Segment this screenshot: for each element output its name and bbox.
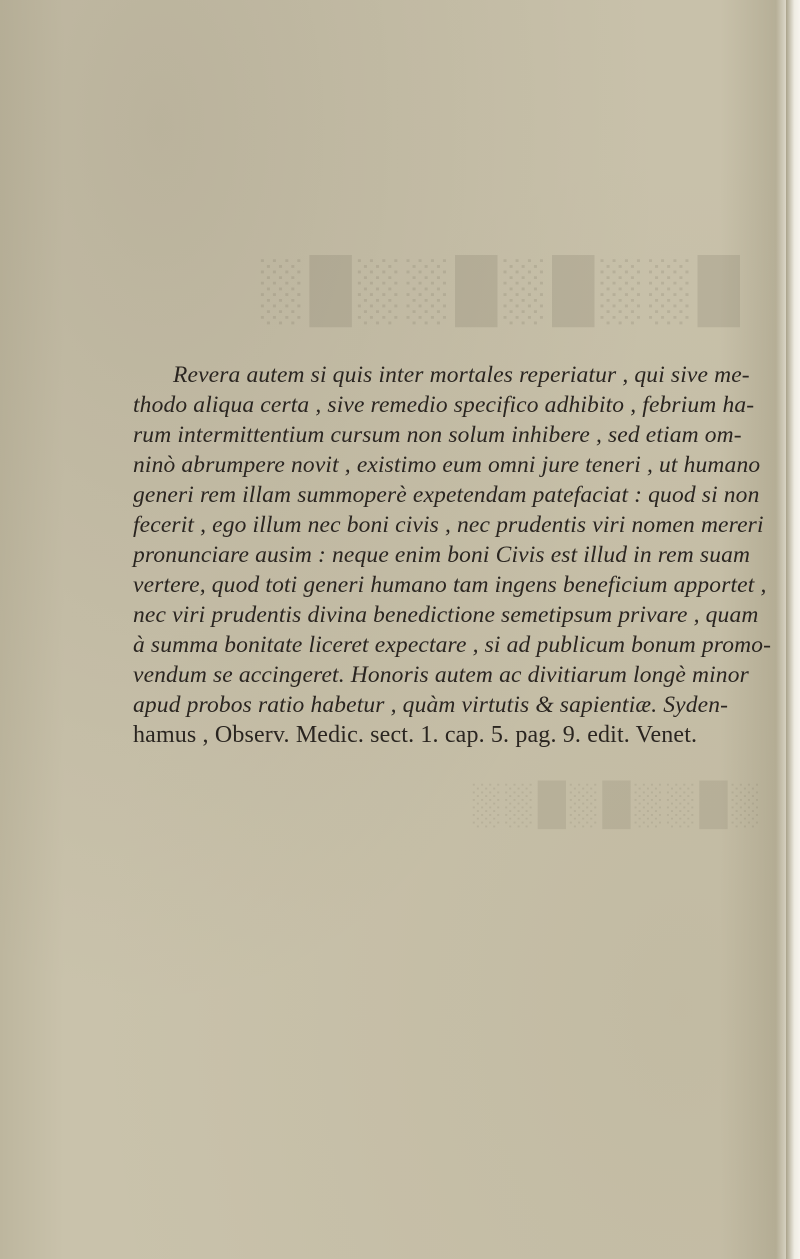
text-line: vertere, quod toti generi humano tam ingens beneficium apportet ,: [133, 572, 767, 598]
text-line: Revera autem si quis inter mortales reperiatur , qui sive me-: [173, 362, 750, 388]
text-line: thodo aliqua certa , sive remedio specifico adhibito , febrium ha-: [133, 392, 755, 418]
text-line: apud probos ratio habetur , quàm virtutis & sapientiæ. Syden-: [133, 692, 729, 718]
bleed-through-text: █░░█░█░░█░: [254, 256, 740, 322]
page-edge: [786, 0, 800, 1259]
text-line: fecerit , ego illum nec boni civis , nec prudentis viri nomen mereri: [133, 512, 764, 538]
text-line: ninò abrumpere novit , existimo eum omni jure teneri , ut humano: [133, 452, 761, 478]
text-line: generi rem illam summoperè expetendam patefaciat : quod si non: [133, 482, 760, 508]
text-line: pronunciare ausim : neque enim boni Civis est illud in rem suam: [133, 542, 751, 568]
text-line: à summa bonitate liceret expectare , si ad publicum bonum promo-: [133, 632, 772, 658]
text-line: nec viri prudentis divina benedictione semetipsum privare , quam: [133, 602, 759, 628]
text-line: vendum se accingeret. Honoris autem ac divitiarum longè minor: [133, 662, 749, 688]
text-line: rum intermittentium cursum non solum inhibere , sed etiam om-: [133, 422, 742, 448]
bleed-through-text-bottom: ░█░░█░█░░: [468, 781, 760, 826]
quotation-paragraph: [133, 360, 773, 750]
citation-line: hamus , Observ. Medic. sect. 1. cap. 5. pag. 9. edit. Venet.: [133, 722, 698, 748]
